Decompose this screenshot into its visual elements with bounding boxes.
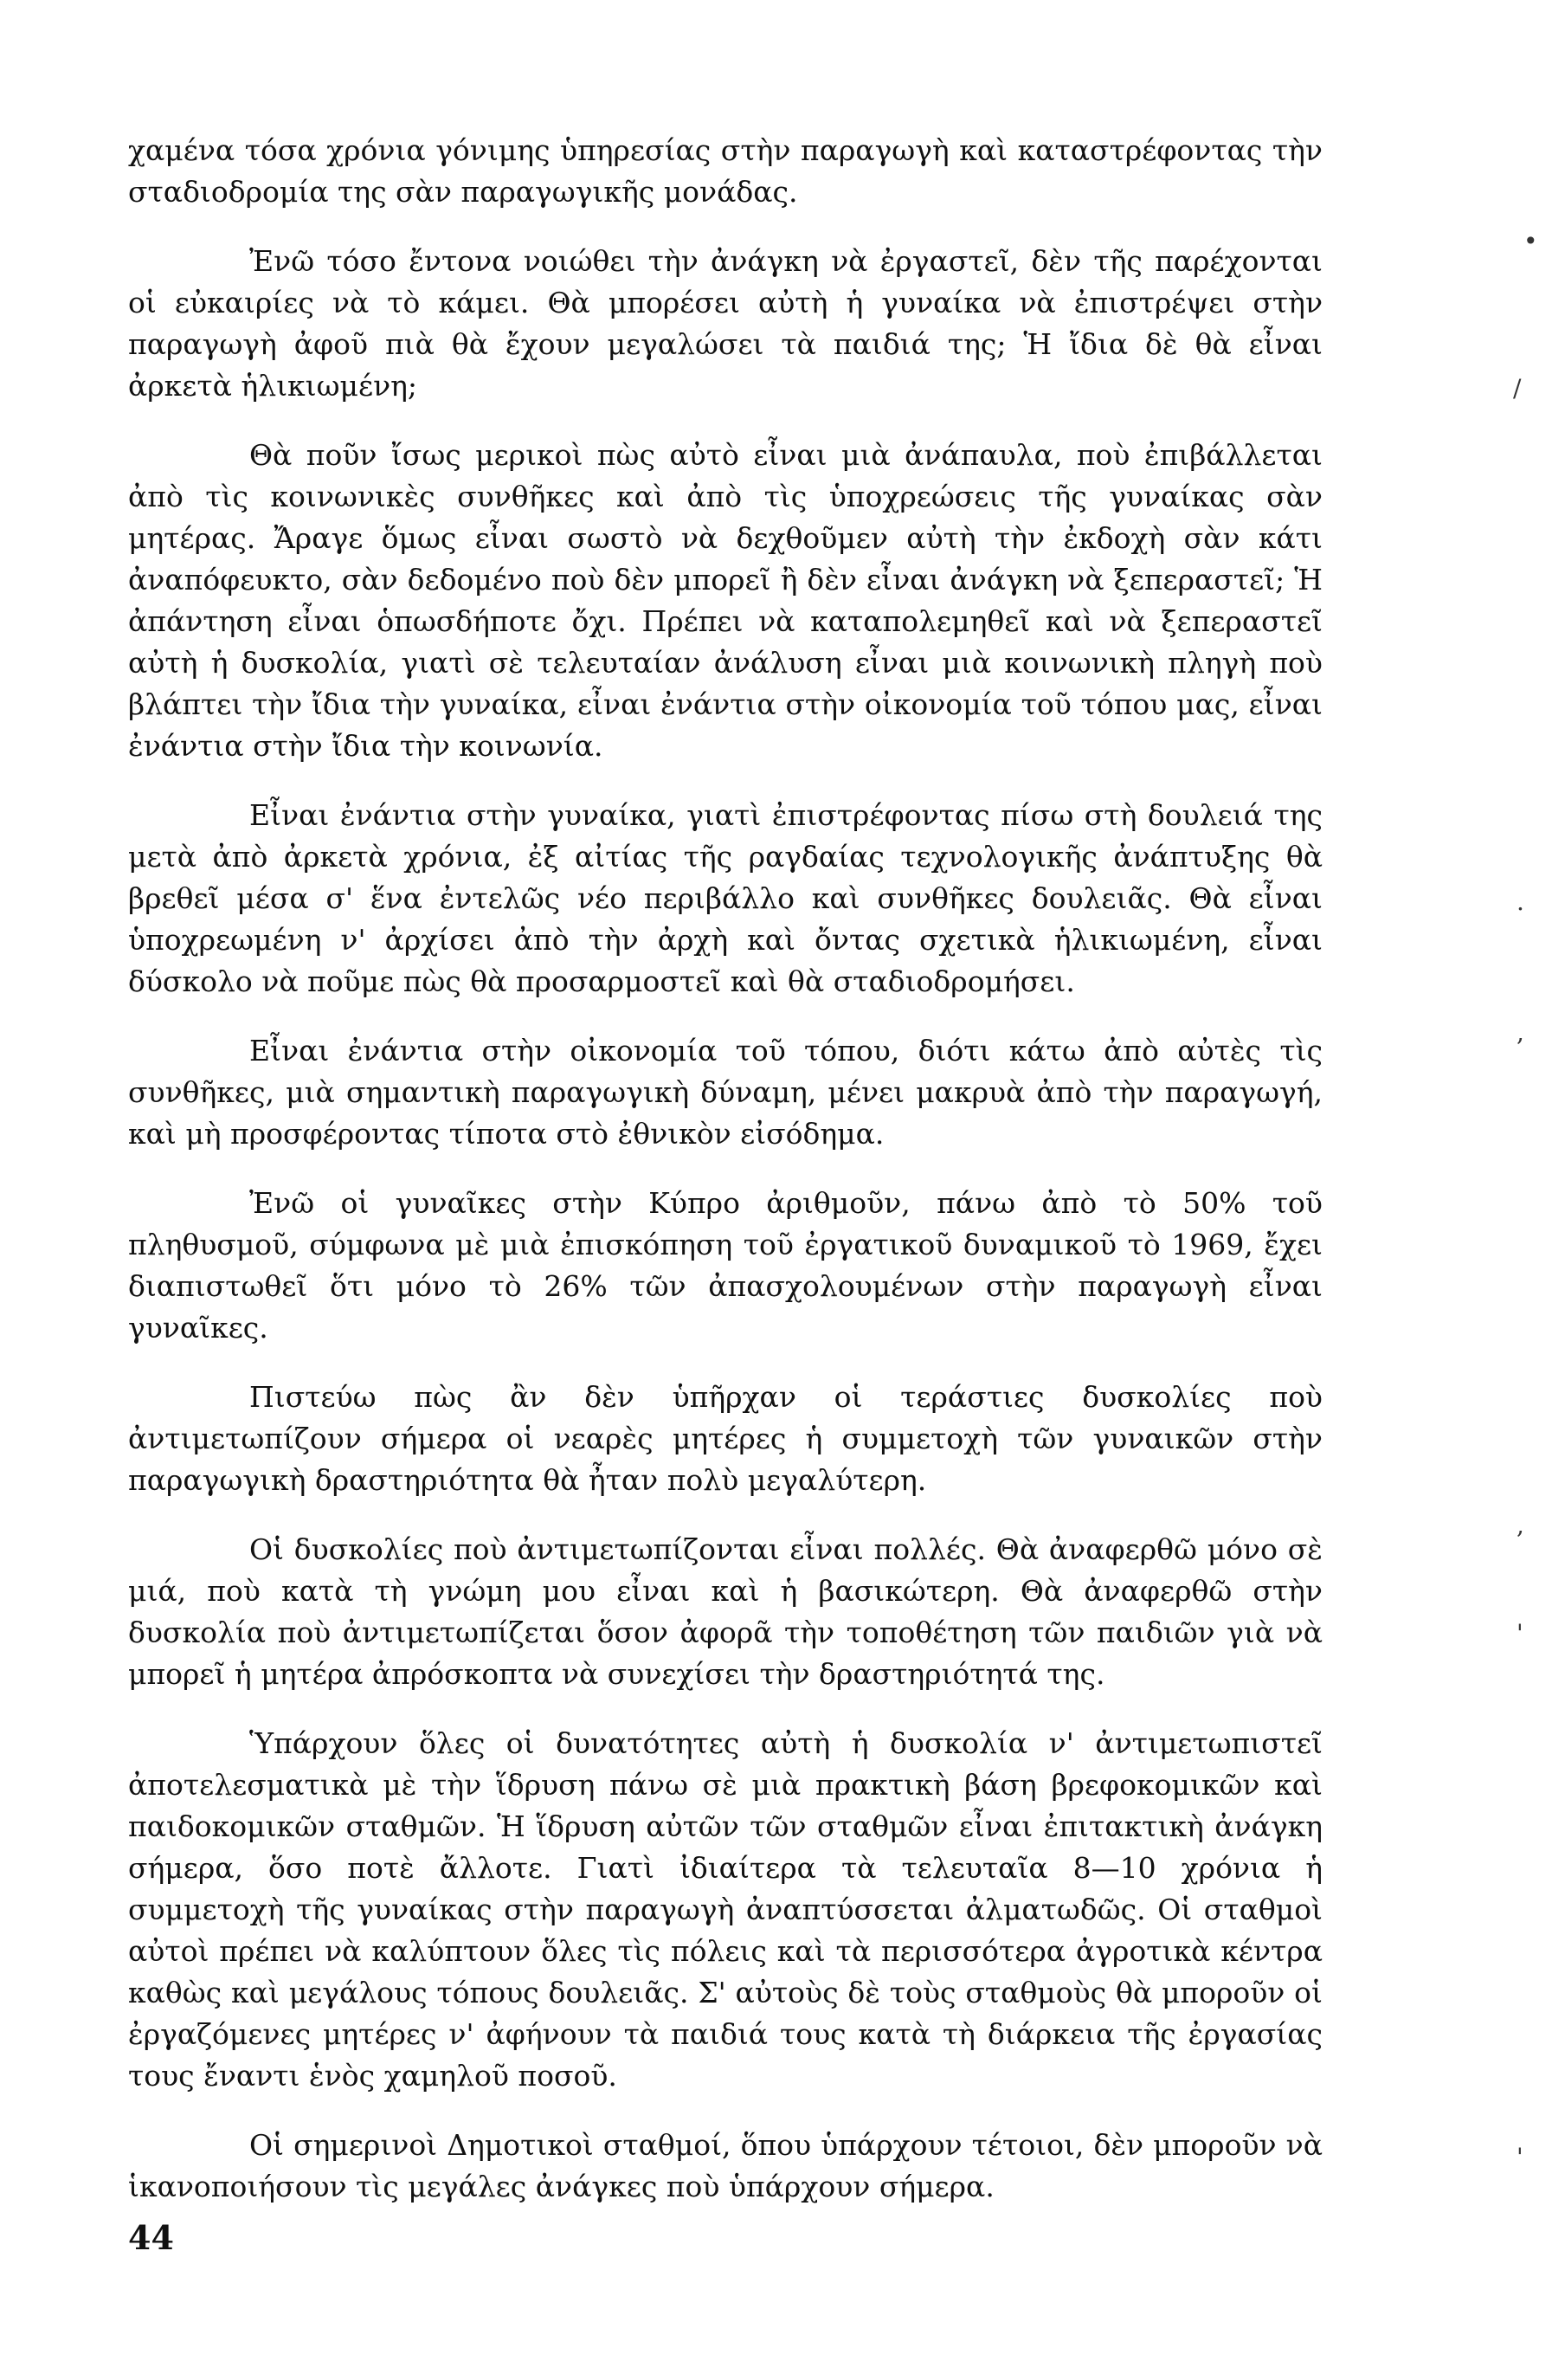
paragraph: Εἶναι ἐνάντια στὴν οἰκονομία τοῦ τόπου, διότι κάτω ἀπὸ αὐτὲς τὶς συνθῆκες, μιὰ σημαντικὴ παραγωγικὴ δύναμη, μένει μακρυὰ ἀπὸ τὴν παραγωγή, καὶ μὴ προσφέροντας τίποτα στὸ ἐθνικὸν εἰσόδημα. [128,1034,1323,1151]
paragraph: Οἱ δυσκολίες ποὺ ἀντιμετωπίζονται εἶναι πολλές. Θὰ ἀναφερθῶ μόνο σὲ μιά, ποὺ κατὰ τὴ γνώμη μου εἶναι καὶ ἡ βασικώτερη. Θὰ ἀναφερθῶ στὴν δυσκολία ποὺ ἀντιμετωπίζεται ὅσον ἀφορᾶ τὴν τοποθέτηση τῶν παιδιῶν γιὰ νὰ μπορεῖ ἡ μητέρα ἀπρόσκοπτα νὰ συνεχίσει τὴν δραστηριότητά της. [128,1532,1323,1691]
scan-speck: / [1513,374,1522,403]
page-number: 44 [128,2218,174,2257]
paragraph: Εἶναι ἐνάντια στὴν γυναίκα, γιατὶ ἐπιστρέφοντας πίσω στὴ δουλειά της μετὰ ἀπὸ ἀρκετὰ χρόνια, ἐξ αἰτίας τῆς ραγδαίας τεχνολογικῆς ἀνάπτυξης θὰ βρεθεῖ μέσα σ' ἕνα ἐντελῶς νέο περιβάλλο καὶ συνθῆκες δουλειᾶς. Θὰ εἶναι ὑποχρεωμένη ν' ἀρχίσει ἀπὸ τὴν ἀρχὴ καὶ ὄντας σχετικὰ ἡλικιωμένη, εἶναι δύσκολο νὰ ποῦμε πὼς θὰ προσαρμοστεῖ καὶ θὰ σταδιοδρομήσει. [128,798,1323,998]
paragraph: Πιστεύω πὼς ἂν δὲν ὑπῆρχαν οἱ τεράστιες δυσκολίες ποὺ ἀντιμετωπίζουν σήμερα οἱ νεαρὲς μητέρες ἡ συμμετοχὴ τῶν γυναικῶν στὴν παραγωγικὴ δραστηριότητα θὰ ἦταν πολὺ μεγαλύτερη. [128,1380,1323,1497]
scan-speck: , [1517,1511,1524,1539]
body-text [128,130,1323,2235]
scan-speck: • [1523,227,1538,255]
scan-speck: ' [1517,2143,1523,2171]
scan-speck: . [1517,887,1524,916]
scan-speck: ' [1517,1619,1523,1648]
paragraph: Ἐνῶ οἱ γυναῖκες στὴν Κύπρο ἀριθμοῦν, πάνω ἀπὸ τὸ 50% τοῦ πληθυσμοῦ, σύμφωνα μὲ μιὰ ἐπισκόπηση τοῦ ἐργατικοῦ δυναμικοῦ τὸ 1969, ἔχει διαπιστωθεῖ ὅτι μόνο τὸ 26% τῶν ἀπασχολουμένων στὴν παραγωγὴ εἶναι γυναῖκες. [128,1186,1323,1345]
paragraph: Ὑπάρχουν ὅλες οἱ δυνατότητες αὐτὴ ἡ δυσκολία ν' ἀντιμετωπιστεῖ ἀποτελεσματικὰ μὲ τὴν ἵδρυση πάνω σὲ μιὰ πρακτικὴ βάση βρεφοκομικῶν καὶ παιδοκομικῶν σταθμῶν. Ἡ ἵδρυση αὐτῶν τῶν σταθμῶν εἶναι ἐπιτακτικὴ ἀνάγκη σήμερα, ὅσο ποτὲ ἄλλοτε. Γιατὶ ἰδιαίτερα τὰ τελευταῖα 8—10 χρόνια ἡ συμμετοχὴ τῆς γυναίκας στὴν παραγωγὴ ἀναπτύσσεται ἀλματωδῶς. Οἱ σταθμοὶ αὐτοὶ πρέπει νὰ καλύπτουν ὅλες τὶς πόλεις καὶ τὰ περισσότερα ἀγροτικὰ κέντρα καθὼς καὶ μεγάλους τόπους δουλειᾶς. Σ' αὐτοὺς δὲ τοὺς σταθμοὺς θὰ μποροῦν οἱ ἐργαζόμενες μητέρες ν' ἀφήνουν τὰ παιδιά τους κατὰ τὴ διάρκεια τῆς ἐργασίας τους ἔναντι ἑνὸς χαμηλοῦ ποσοῦ. [128,1726,1323,2093]
paragraph: Οἱ σημερινοὶ Δημοτικοὶ σταθμοί, ὅπου ὑπάρχουν τέτοιοι, δὲν μποροῦν νὰ ἱκανοποιήσουν τὶς μεγάλες ἀνάγκες ποὺ ὑπάρχουν σήμερα. [128,2128,1323,2203]
paragraph: Θὰ ποῦν ἴσως μερικοὶ πὼς αὐτὸ εἶναι μιὰ ἀνάπαυλα, ποὺ ἐπιβάλλεται ἀπὸ τὶς κοινωνικὲς συνθῆκες καὶ ἀπὸ τὶς ὑποχρεώσεις τῆς γυναίκας σὰν μητέρας. Ἄραγε ὅμως εἶναι σωστὸ νὰ δεχθοῦμεν αὐτὴ τὴν ἐκδοχὴ σὰν κάτι ἀναπόφευκτο, σὰν δεδομένο ποὺ δὲν μπορεῖ ἢ δὲν εἶναι ἀνάγκη νὰ ξεπεραστεῖ; Ἡ ἀπάντηση εἶναι ὁπωσδήποτε ὄχι. Πρέπει νὰ καταπολεμηθεῖ καὶ νὰ ξεπεραστεῖ αὐτὴ ἡ δυσκολία, γιατὶ σὲ τελευταίαν ἀνάλυση εἶναι μιὰ κοινωνικὴ πληγὴ ποὺ βλάπτει τὴν ἴδια τὴν γυναίκα, εἶναι ἐνάντια στὴν οἰκονομία τοῦ τόπου μας, εἶναι ἐνάντια στὴν ἴδια τὴν κοινωνία. [128,438,1323,763]
scan-speck: , [1517,1018,1524,1047]
paragraph: Ἐνῶ τόσο ἔντονα νοιώθει τὴν ἀνάγκη νὰ ἐργαστεῖ, δὲν τῆς παρέχονται οἱ εὐκαιρίες νὰ τὸ κάμει. Θὰ μπορέσει αὐτὴ ἡ γυναίκα νὰ ἐπιστρέψει στὴν παραγωγὴ ἀφοῦ πιὰ θὰ ἔχουν μεγαλώσει τὰ παιδιά της; Ἡ ἴδια δὲ θὰ εἶναι ἀρκετὰ ἡλικιωμένη; [128,244,1323,403]
paragraph: χαμένα τόσα χρόνια γόνιμης ὑπηρεσίας στὴν παραγωγὴ καὶ καταστρέφοντας τὴν σταδιοδρομία της σὰν παραγωγικῆς μονάδας. [128,133,1323,209]
